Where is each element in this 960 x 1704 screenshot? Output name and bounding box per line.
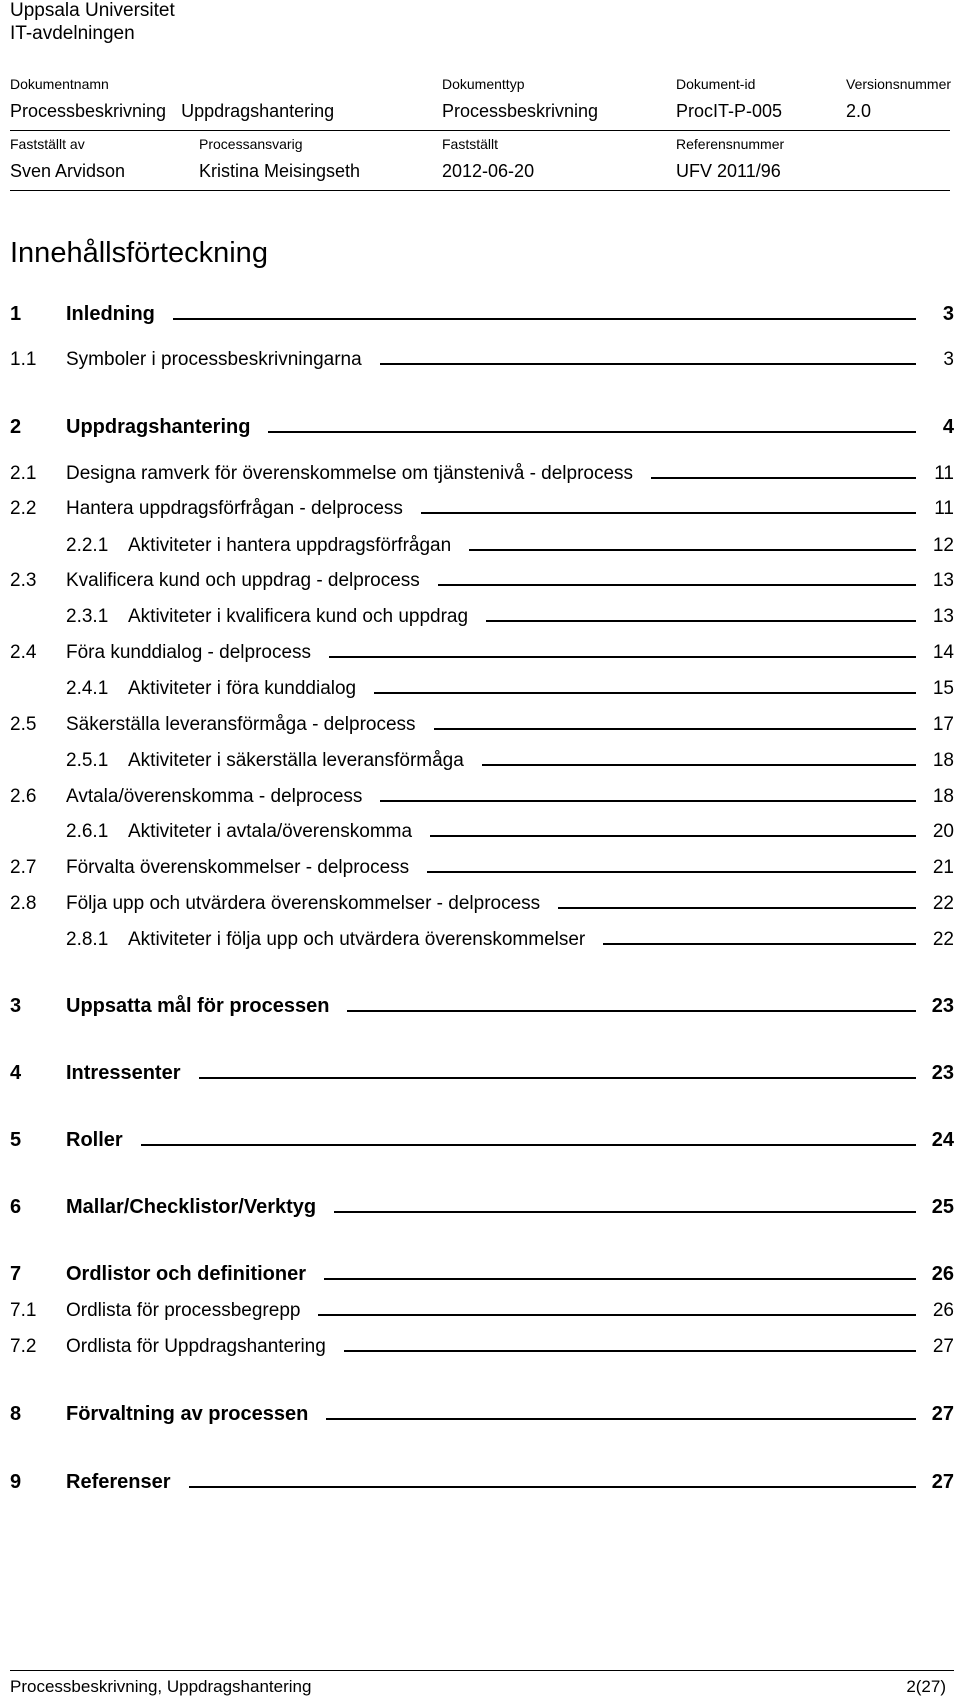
- toc-entry-title: Förvalta överenskommelser - delprocess: [66, 857, 410, 878]
- toc-entry-page: 21: [932, 857, 954, 878]
- toc-entry-title: Aktiviteter i kvalificera kund och uppdrag: [128, 606, 469, 627]
- toc-entry[interactable]: [10, 566, 954, 596]
- toc-entry-page: 20: [932, 821, 954, 842]
- organization-name: Uppsala Universitet: [10, 0, 175, 21]
- toc-entry-number: 7.1: [10, 1300, 37, 1321]
- toc-leader-line: [421, 494, 916, 514]
- toc-entry-page: 11: [934, 498, 954, 519]
- toc-entry-title: Hantera uppdragsförfrågan - delprocess: [66, 498, 403, 519]
- metadata-cell: [676, 134, 784, 184]
- toc-entry-title: Ordlista för Uppdragshantering: [66, 1336, 326, 1357]
- toc-entry-title: Aktiviteter i följa upp och utvärdera överenskommelser: [128, 929, 586, 950]
- toc-entry-title: Ordlista för processbegrepp: [66, 1300, 301, 1321]
- toc-leader-line: [469, 531, 916, 551]
- toc-entry-title: Uppsatta mål för processen: [66, 995, 330, 1017]
- toc-leader-line: [651, 459, 916, 479]
- footer-divider: [10, 1670, 954, 1671]
- toc-entry[interactable]: [10, 853, 954, 883]
- toc-entry-title: Referenser: [66, 1471, 171, 1493]
- toc-leader-line: [438, 566, 916, 586]
- toc-entry[interactable]: [10, 1193, 954, 1223]
- toc-entry-number: 3: [10, 995, 22, 1017]
- toc-entry-page: 25: [931, 1196, 954, 1218]
- metadata-label: Referensnummer: [676, 136, 785, 152]
- metadata-value: UFV 2011/96: [676, 161, 781, 181]
- toc-entry[interactable]: [10, 1260, 954, 1290]
- toc-entry-page: 23: [931, 1062, 954, 1084]
- metadata-label: Dokumentnamn: [10, 76, 109, 92]
- toc-entry-number: 2.5: [10, 714, 37, 735]
- toc-leader-line: [344, 1332, 916, 1352]
- toc-entry-title: Designa ramverk för överenskommelse om tjänstenivå - delprocess: [66, 463, 634, 484]
- toc-leader-line: [482, 746, 916, 766]
- toc-entry-page: 26: [931, 1263, 954, 1285]
- footer-page-number: 2(27): [906, 1677, 946, 1696]
- toc-leader-line: [173, 300, 916, 320]
- toc-leader-line: [199, 1059, 917, 1079]
- toc-leader-line: [558, 889, 916, 909]
- metadata-value: ProcIT-P-005: [676, 101, 783, 121]
- toc-entry-page: 27: [931, 1471, 954, 1493]
- metadata-row: [10, 74, 950, 134]
- metadata-cell: [442, 134, 534, 184]
- toc-entry-page: 13: [932, 606, 954, 627]
- toc-leader-line: [380, 782, 916, 802]
- toc-entry[interactable]: [10, 602, 954, 632]
- toc-leader-line: [334, 1193, 916, 1213]
- toc-leader-line: [318, 1296, 916, 1316]
- toc-entry-title: Symboler i processbeskrivningarna: [66, 349, 362, 370]
- toc-entry-title: Mallar/Checklistor/Verktyg: [66, 1196, 317, 1218]
- metadata-cell: [676, 74, 782, 124]
- toc-entry-title: Förvaltning av processen: [66, 1403, 309, 1425]
- toc-entry-number: 1.1: [10, 349, 37, 370]
- toc-entry-number: 8: [10, 1403, 22, 1425]
- toc-leader-line: [324, 1260, 916, 1280]
- toc-entry[interactable]: [10, 746, 954, 776]
- metadata-value: 2.0: [846, 101, 872, 121]
- toc-entry-page: 22: [932, 893, 954, 914]
- toc-entry[interactable]: [10, 1296, 954, 1326]
- toc-entry-title: Aktiviteter i avtala/överenskomma: [128, 821, 413, 842]
- toc-entry-page: 18: [932, 750, 954, 771]
- toc-leader-line: [329, 638, 916, 658]
- toc-leader-line: [347, 992, 916, 1012]
- toc-entry[interactable]: [10, 494, 954, 524]
- toc-entry-page: 12: [932, 535, 954, 556]
- toc-leader-line: [268, 413, 916, 433]
- toc-leader-line: [189, 1468, 916, 1488]
- toc-entry-title: Säkerställa leveransförmåga - delprocess: [66, 714, 416, 735]
- metadata-value: Kristina Meisingseth: [199, 161, 361, 181]
- toc-entry[interactable]: [10, 710, 954, 740]
- toc-entry-title: Följa upp och utvärdera överenskommelser - delprocess: [66, 893, 541, 914]
- toc-leader-line: [141, 1126, 916, 1146]
- metadata-divider: [10, 190, 950, 191]
- metadata-cell: [846, 74, 951, 124]
- toc-entry-page: 27: [931, 1403, 954, 1425]
- toc-entry[interactable]: [10, 1059, 954, 1089]
- toc-entry[interactable]: [10, 345, 954, 375]
- toc-entry-title: Uppdragshantering: [66, 416, 251, 438]
- toc-leader-line: [603, 925, 916, 945]
- metadata-cell: [10, 134, 125, 184]
- toc-entry[interactable]: [10, 1400, 954, 1430]
- metadata-label: Fastställt: [442, 136, 499, 152]
- toc-entry-page: 14: [932, 642, 954, 663]
- toc-entry-number: 4: [10, 1062, 22, 1084]
- toc-entry-title: Aktiviteter i hantera uppdragsförfrågan: [128, 535, 452, 556]
- toc-entry-number: 2.4: [10, 642, 37, 663]
- document-metadata: [10, 74, 950, 194]
- toc-entry-number: 1: [10, 303, 22, 325]
- toc-entry-number: 6: [10, 1196, 22, 1218]
- metadata-row: [10, 134, 950, 194]
- toc-entry-number: 2.8: [10, 893, 37, 914]
- toc-entry-number: 7.2: [10, 1336, 37, 1357]
- metadata-label: Dokumenttyp: [442, 76, 525, 92]
- toc-entry[interactable]: [10, 531, 954, 561]
- toc-entry[interactable]: [10, 817, 954, 847]
- toc-entry-title: Roller: [66, 1129, 123, 1151]
- toc-entry-number: 2: [10, 416, 22, 438]
- toc-leader-line: [374, 674, 916, 694]
- toc-entry[interactable]: [10, 459, 954, 489]
- metadata-cell: [10, 74, 334, 124]
- toc-leader-line: [430, 817, 916, 837]
- toc-entry-page: 23: [931, 995, 954, 1017]
- toc-entry-title: Ordlistor och definitioner: [66, 1263, 307, 1285]
- toc-entry-page: 18: [932, 786, 954, 807]
- toc-entry-number: 2.3.1: [66, 606, 109, 627]
- toc-entry-page: 27: [932, 1336, 954, 1357]
- toc-entry[interactable]: [10, 413, 954, 443]
- toc-entry-title: Föra kunddialog - delprocess: [66, 642, 312, 663]
- toc-entry-number: 7: [10, 1263, 22, 1285]
- toc-entry-page: 24: [931, 1129, 954, 1151]
- toc-entry-page: 22: [932, 929, 954, 950]
- toc-entry-page: 3: [943, 349, 954, 370]
- metadata-divider: [10, 130, 950, 131]
- toc-entry-number: 2.8.1: [66, 929, 109, 950]
- toc-entry[interactable]: [10, 992, 954, 1022]
- toc-entry[interactable]: [10, 1126, 954, 1156]
- toc-entry-number: 2.6: [10, 786, 37, 807]
- metadata-cell: [199, 134, 360, 184]
- toc-entry[interactable]: [10, 1468, 954, 1498]
- toc-entry-number: 2.3: [10, 570, 37, 591]
- metadata-label: Dokument-id: [676, 76, 756, 92]
- toc-entry-title: Inledning: [66, 303, 155, 325]
- department-name: IT-avdelningen: [10, 23, 135, 44]
- toc-entry[interactable]: [10, 638, 954, 668]
- toc-entry-title: Aktiviteter i föra kunddialog: [128, 678, 357, 699]
- toc-entry-number: 5: [10, 1129, 22, 1151]
- toc-entry[interactable]: [10, 674, 954, 704]
- toc-entry-number: 2.1: [10, 463, 37, 484]
- toc-entry-number: 2.4.1: [66, 678, 109, 699]
- metadata-cell: [442, 74, 598, 124]
- toc-entry-page: 13: [932, 570, 954, 591]
- toc-entry-page: 3: [942, 303, 954, 325]
- footer-document-title: Processbeskrivning, Uppdragshantering: [10, 1677, 312, 1696]
- toc-entry-title: Intressenter: [66, 1062, 181, 1084]
- toc-entry-page: 17: [932, 714, 954, 735]
- toc-leader-line: [380, 345, 916, 365]
- toc-heading: Innehållsförteckning: [10, 237, 268, 269]
- toc-leader-line: [326, 1400, 916, 1420]
- toc-entry-page: 4: [942, 416, 954, 438]
- toc-entry-page: 26: [932, 1300, 954, 1321]
- metadata-label: Fastställt av: [10, 136, 85, 152]
- toc-entry[interactable]: [10, 300, 954, 330]
- metadata-label: Versionsnummer: [846, 76, 952, 92]
- metadata-value: Processbeskrivning: [442, 101, 599, 121]
- metadata-label: Processansvarig: [199, 136, 303, 152]
- toc-entry-page: 15: [932, 678, 954, 699]
- toc-entry[interactable]: [10, 1332, 954, 1362]
- toc-entry-number: 2.6.1: [66, 821, 109, 842]
- toc-entry-title: Avtala/överenskomma - delprocess: [66, 786, 363, 807]
- toc-entry[interactable]: [10, 782, 954, 812]
- toc-entry-page: 11: [934, 463, 954, 484]
- toc-entry-title: Aktiviteter i säkerställa leveransförmåga: [128, 750, 464, 771]
- toc-entry[interactable]: [10, 925, 954, 955]
- toc-entry-number: 9: [10, 1471, 22, 1493]
- metadata-value: 2012-06-20: [442, 161, 535, 181]
- toc-entry-number: 2.2.1: [66, 535, 109, 556]
- metadata-value: Sven Arvidson: [10, 161, 126, 181]
- toc-entry[interactable]: [10, 889, 954, 919]
- metadata-value: Processbeskrivning Uppdragshantering: [10, 101, 335, 121]
- toc-entry-number: 2.2: [10, 498, 37, 519]
- toc-leader-line: [427, 853, 916, 873]
- toc-leader-line: [434, 710, 916, 730]
- toc-entry-title: Kvalificera kund och uppdrag - delprocess: [66, 570, 420, 591]
- toc-leader-line: [486, 602, 916, 622]
- toc-entry-number: 2.7: [10, 857, 37, 878]
- toc-entry-number: 2.5.1: [66, 750, 109, 771]
